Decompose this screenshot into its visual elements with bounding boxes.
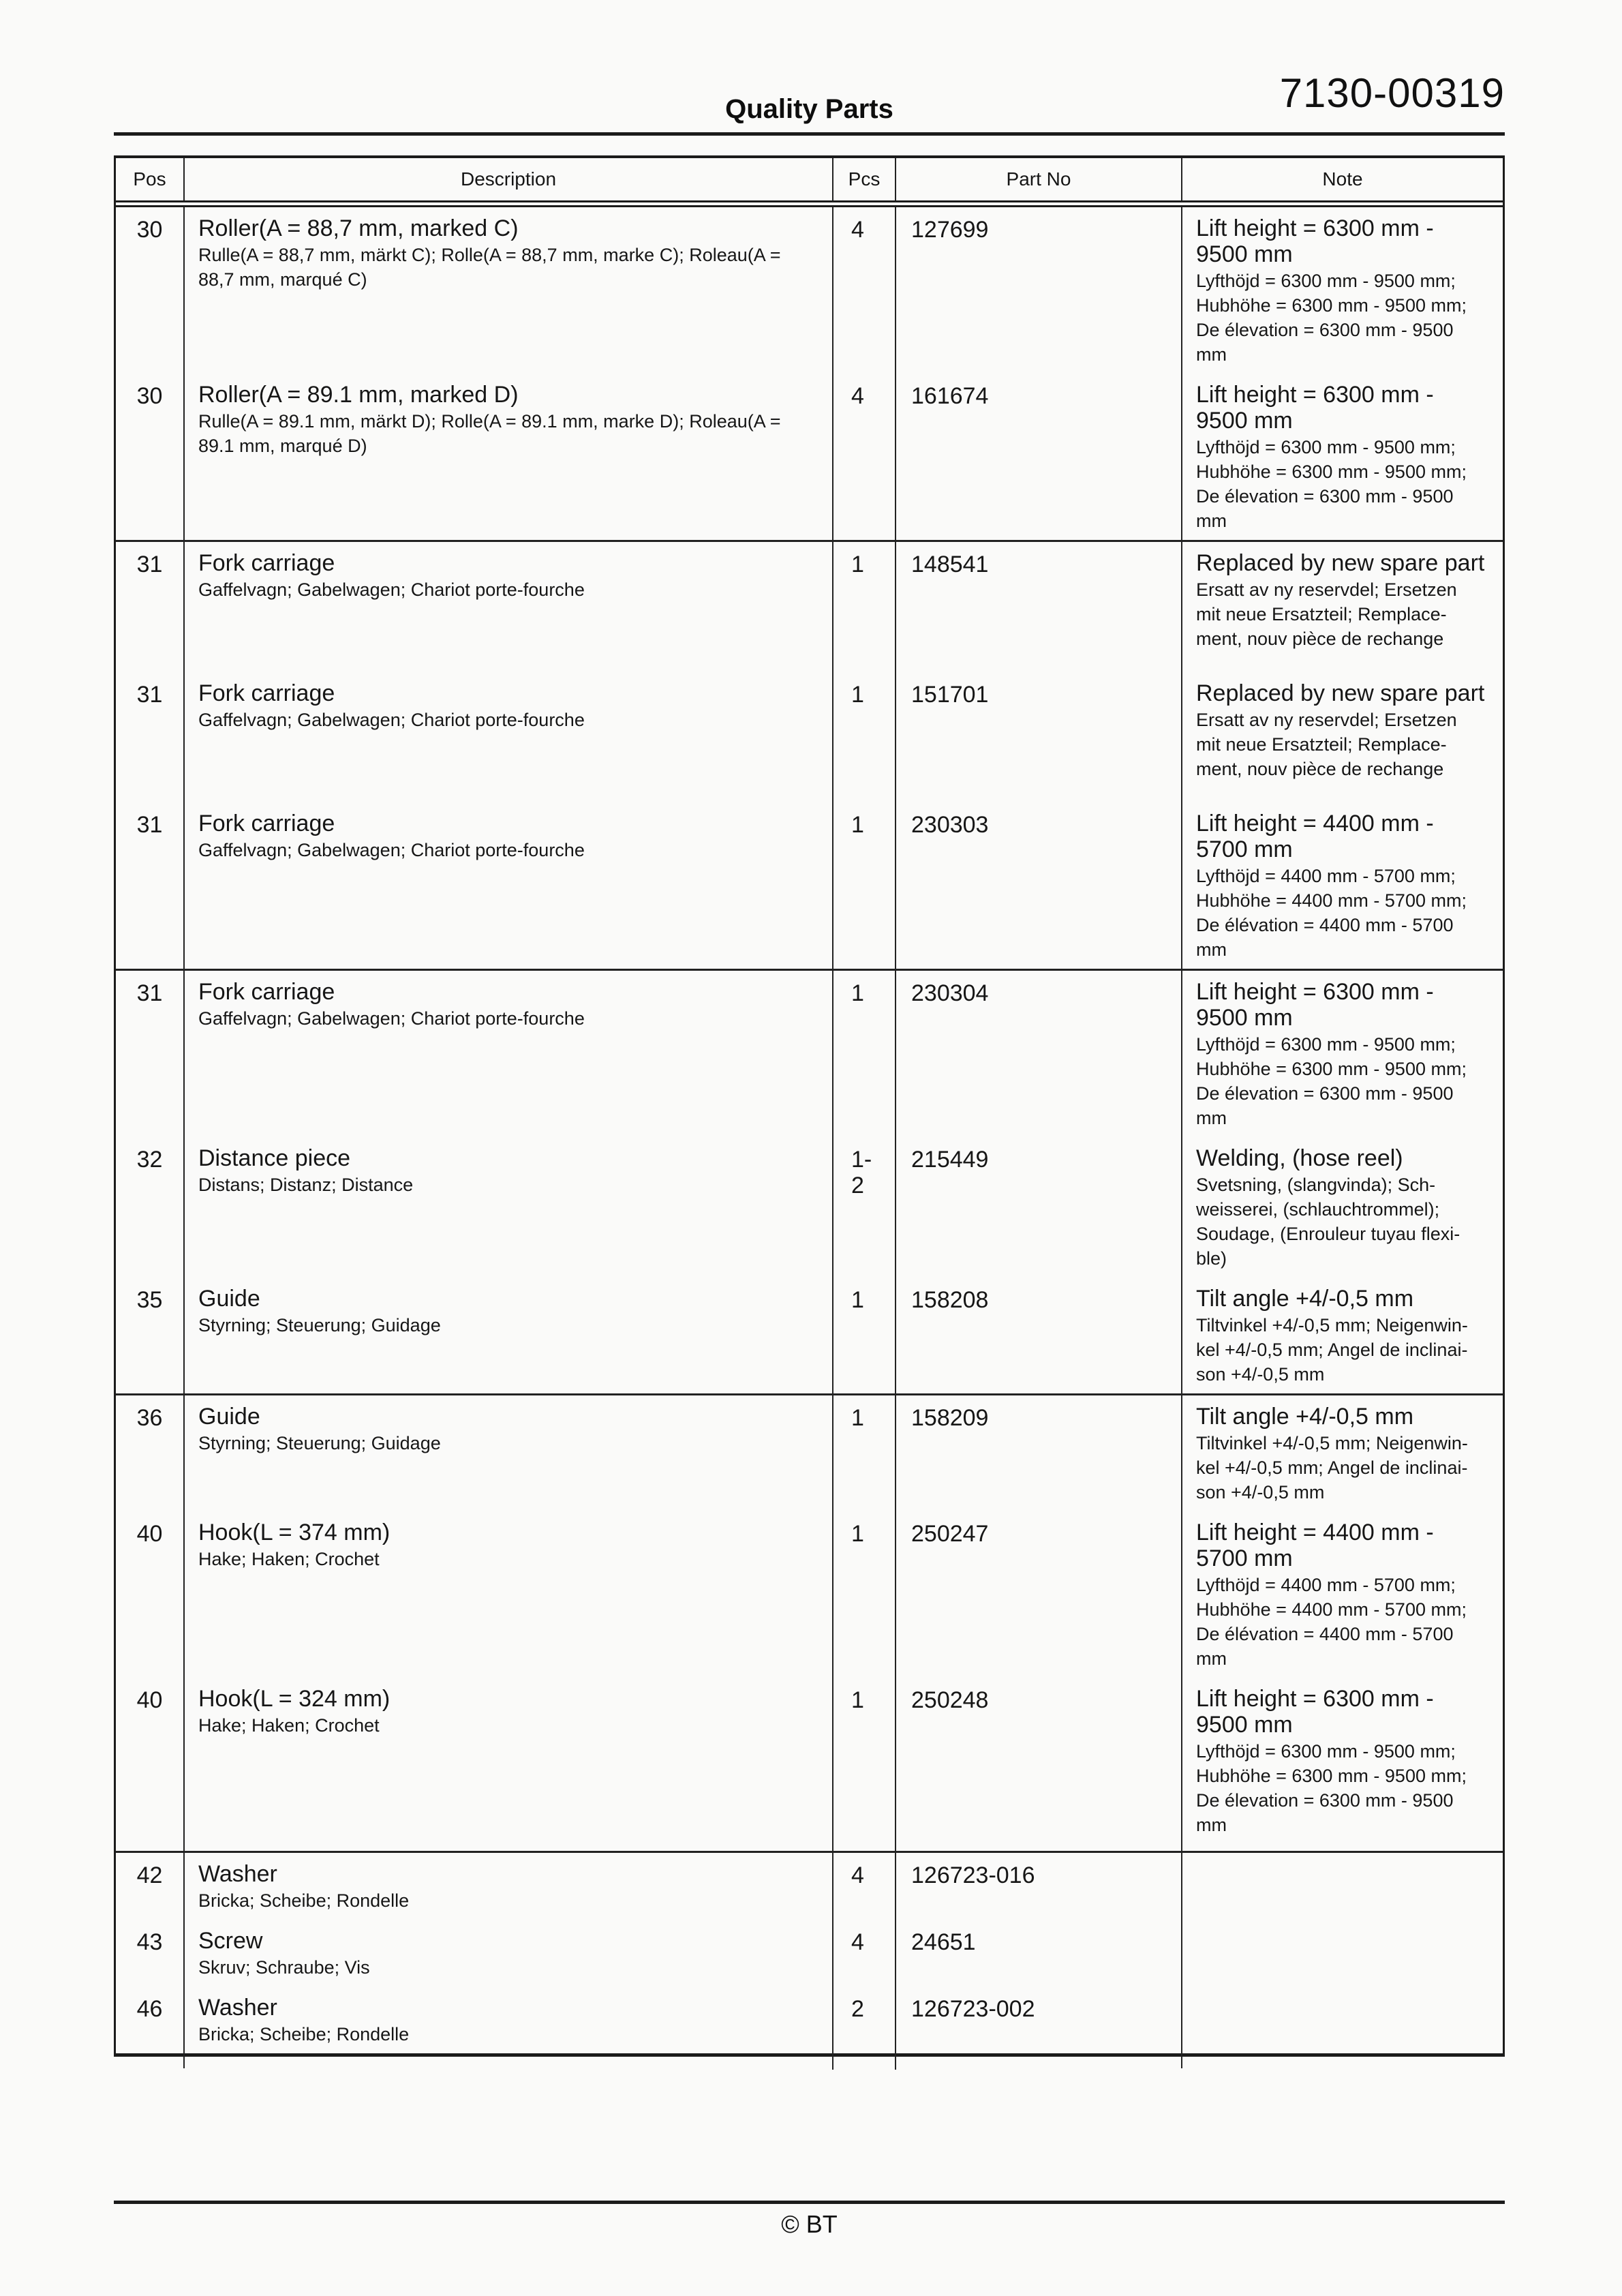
- pos-cell: 31: [136, 980, 163, 1006]
- pcs-cell: 1: [832, 802, 895, 985]
- pcs-cell: 2: [832, 1987, 895, 2070]
- description-cell: [183, 1678, 832, 1866]
- pcs-cell: 4: [832, 374, 895, 556]
- note-cell: [1181, 1678, 1503, 1866]
- table-row: [116, 672, 1503, 802]
- part-number-cell: 230303: [895, 802, 1181, 985]
- note-translations: Tiltvinkel +4/-0,5 mm; Neigenwin-kel +4/-0,5 mm; Angel de inclinai-son +4/-0,5 mm: [1196, 1315, 1468, 1385]
- description-title: Hook(L = 374 mm): [198, 1520, 391, 1545]
- description-title: Fork carriage: [198, 550, 335, 576]
- row-group: [116, 1851, 1503, 2053]
- description-cell: [183, 1987, 832, 2068]
- pcs-cell: 1: [832, 1278, 895, 1410]
- table-row: [116, 802, 1503, 969]
- pos-cell: 46: [136, 1996, 163, 2022]
- pcs-cell: 1: [832, 1678, 895, 1867]
- description-cell: [183, 1511, 832, 1693]
- row-group: [116, 207, 1503, 540]
- note-translations: Lyfthöjd = 6300 mm - 9500 mm; Hubhöhe = 6300 mm - 9500 mm; De élevation = 6300 mm - 9500 mm: [1196, 1034, 1467, 1128]
- note-title: Replaced by new spare part: [1196, 550, 1485, 576]
- note-translations: Ersatt av ny reservdel; Ersetzen mit neue Ersatzteil; Remplace-ment, nouv pièce de rechange: [1196, 579, 1457, 649]
- table-row: [116, 1987, 1503, 2053]
- note-translations: Tiltvinkel +4/-0,5 mm; Neigenwin-kel +4/-0,5 mm; Angel de inclinai-son +4/-0,5 mm: [1196, 1433, 1468, 1502]
- note-cell: [1181, 1278, 1503, 1408]
- note-translations: Ersatt av ny reservdel; Ersetzen mit neue Ersatzteil; Remplace-ment, nouv pièce de rechange: [1196, 710, 1457, 779]
- footer-rule: [114, 2201, 1505, 2204]
- note-translations: Lyfthöjd = 6300 mm - 9500 mm; Hubhöhe = 6300 mm - 9500 mm; De élevation = 6300 mm - 9500 mm: [1196, 437, 1467, 531]
- part-number-cell: 151701: [895, 672, 1181, 819]
- note-title: Lift height = 6300 mm - 9500 mm: [1196, 1686, 1434, 1738]
- note-cell: [1181, 542, 1503, 687]
- description-translations: Bricka; Scheibe; Rondelle: [198, 1890, 410, 1911]
- pos-cell: 30: [136, 217, 163, 243]
- description-cell: [183, 971, 832, 1152]
- description-title: Distance piece: [198, 1145, 351, 1171]
- table-row: [116, 1511, 1503, 1678]
- note-translations: Svetsning, (slangvinda); Sch-weisserei, (schlauchtrommel); Soudage, (Enrouleur tuyau flexi-ble): [1196, 1175, 1460, 1269]
- description-translations: Rulle(A = 89.1 mm, märkt D); Rolle(A = 89.1 mm, marke D); Roleau(A = 89.1 mm, marqué D): [198, 411, 781, 456]
- note-translations: Lyfthöjd = 6300 mm - 9500 mm; Hubhöhe = 6300 mm - 9500 mm; De élevation = 6300 mm - 9500 mm: [1196, 271, 1467, 365]
- pos-cell: 30: [136, 383, 163, 409]
- description-cell: [183, 1278, 832, 1408]
- pcs-cell: 1-2: [832, 1137, 895, 1294]
- description-title: Fork carriage: [198, 811, 335, 836]
- note-cell: [1181, 1987, 1503, 2068]
- table-row: [116, 207, 1503, 374]
- description-title: Hook(L = 324 mm): [198, 1686, 391, 1712]
- table-row: [116, 1395, 1503, 1511]
- row-group: [116, 540, 1503, 969]
- part-number-cell: 215449: [895, 1137, 1181, 1294]
- table-row: [116, 1853, 1503, 1920]
- note-cell: [1181, 207, 1503, 389]
- description-translations: Skruv; Schraube; Vis: [198, 1957, 370, 1978]
- part-number-cell: 161674: [895, 374, 1181, 556]
- pcs-cell: 4: [832, 207, 895, 390]
- pos-cell: 43: [136, 1929, 163, 1955]
- description-title: Roller(A = 89.1 mm, marked D): [198, 382, 519, 408]
- note-cell: [1181, 1511, 1503, 1693]
- copyright-text: © BT: [781, 2210, 838, 2238]
- parts-table: [114, 155, 1505, 2057]
- description-translations: Bricka; Scheibe; Rondelle: [198, 2024, 410, 2044]
- pcs-cell: 4: [832, 1920, 895, 2003]
- note-translations: Lyfthöjd = 6300 mm - 9500 mm; Hubhöhe = 6300 mm - 9500 mm; De élevation = 6300 mm - 9500 mm: [1196, 1741, 1467, 1835]
- note-title: Lift height = 4400 mm - 5700 mm: [1196, 1520, 1434, 1571]
- pos-cell: 31: [136, 552, 163, 577]
- pcs-cell: 1: [832, 971, 895, 1153]
- description-translations: Rulle(A = 88,7 mm, märkt C); Rolle(A = 88,7 mm, marke C); Roleau(A = 88,7 mm, marqué C): [198, 245, 781, 290]
- description-title: Roller(A = 88,7 mm, marked C): [198, 215, 519, 241]
- table-row: [116, 374, 1503, 540]
- description-translations: Distans; Distanz; Distance: [198, 1175, 414, 1195]
- pos-cell: 32: [136, 1147, 163, 1173]
- part-number-cell: 126723-002: [895, 1987, 1181, 2070]
- description-title: Washer: [198, 1861, 277, 1887]
- column-header-description: Description: [183, 158, 832, 200]
- description-cell: [183, 207, 832, 389]
- masthead-rule: [114, 132, 1505, 136]
- description-title: Screw: [198, 1928, 263, 1954]
- note-title: Lift height = 6300 mm - 9500 mm: [1196, 215, 1434, 267]
- note-cell: [1181, 672, 1503, 817]
- note-cell: [1181, 1137, 1503, 1293]
- description-translations: Gaffelvagn; Gabelwagen; Chariot porte-fourche: [198, 840, 585, 860]
- description-translations: Gaffelvagn; Gabelwagen; Chariot porte-fourche: [198, 710, 585, 730]
- description-title: Fork carriage: [198, 979, 335, 1005]
- pos-cell: 31: [136, 682, 163, 708]
- table-row: [116, 1137, 1503, 1278]
- pcs-cell: 1: [832, 1511, 895, 1694]
- note-title: Lift height = 4400 mm - 5700 mm: [1196, 811, 1434, 862]
- description-cell: [183, 1137, 832, 1293]
- description-translations: Styrning; Steuerung; Guidage: [198, 1315, 441, 1335]
- row-group: [116, 969, 1503, 1393]
- part-number-cell: 158209: [895, 1395, 1181, 1528]
- description-translations: Hake; Haken; Crochet: [198, 1549, 380, 1569]
- pcs-cell: 4: [832, 1853, 895, 1936]
- description-cell: [183, 1395, 832, 1526]
- part-number-cell: 250248: [895, 1678, 1181, 1867]
- note-title: Tilt angle +4/-0,5 mm: [1196, 1286, 1414, 1312]
- description-translations: Styrning; Steuerung; Guidage: [198, 1433, 441, 1453]
- table-header-row: [116, 158, 1503, 207]
- note-title: Lift height = 6300 mm - 9500 mm: [1196, 979, 1434, 1031]
- part-number-cell: 127699: [895, 207, 1181, 390]
- pos-cell: 36: [136, 1405, 163, 1431]
- column-header-pos: Pos: [133, 168, 166, 190]
- pos-cell: 40: [136, 1687, 163, 1713]
- description-cell: [183, 374, 832, 555]
- description-translations: Hake; Haken; Crochet: [198, 1715, 380, 1736]
- table-row: [116, 542, 1503, 672]
- table-row: [116, 1278, 1503, 1393]
- part-number-cell: 148541: [895, 542, 1181, 689]
- note-cell: [1181, 374, 1503, 555]
- description-cell: [183, 542, 832, 687]
- part-number-cell: 230304: [895, 971, 1181, 1153]
- column-header-note: Note: [1181, 158, 1503, 200]
- note-cell: [1181, 802, 1503, 984]
- pos-cell: 35: [136, 1287, 163, 1313]
- part-number-cell: 250247: [895, 1511, 1181, 1694]
- description-title: Washer: [198, 1995, 277, 2021]
- description-title: Guide: [198, 1286, 260, 1312]
- description-translations: Gaffelvagn; Gabelwagen; Chariot porte-fourche: [198, 579, 585, 600]
- page-title: Quality Parts: [725, 94, 893, 124]
- pcs-cell: 1: [832, 672, 895, 819]
- note-title: Lift height = 6300 mm - 9500 mm: [1196, 382, 1434, 434]
- pos-cell: 42: [136, 1862, 163, 1888]
- part-number-cell: 24651: [895, 1920, 1181, 2003]
- note-title: Replaced by new spare part: [1196, 680, 1485, 706]
- note-title: Tilt angle +4/-0,5 mm: [1196, 1404, 1414, 1430]
- part-number-cell: 126723-016: [895, 1853, 1181, 1936]
- description-title: Guide: [198, 1404, 260, 1430]
- description-cell: [183, 802, 832, 984]
- description-translations: Gaffelvagn; Gabelwagen; Chariot porte-fourche: [198, 1008, 585, 1029]
- pos-cell: 31: [136, 812, 163, 838]
- part-number-cell: 158208: [895, 1278, 1181, 1410]
- pos-cell: 40: [136, 1521, 163, 1547]
- column-header-pcs: Pcs: [832, 158, 895, 200]
- description-cell: [183, 672, 832, 817]
- table-row: [116, 1678, 1503, 1851]
- column-header-partno: Part No: [895, 158, 1181, 200]
- note-translations: Lyfthöjd = 4400 mm - 5700 mm; Hubhöhe = 4400 mm - 5700 mm; De élévation = 4400 mm - 5700 mm: [1196, 1575, 1467, 1669]
- note-cell: [1181, 971, 1503, 1152]
- pcs-cell: 1: [832, 542, 895, 689]
- description-title: Fork carriage: [198, 680, 335, 706]
- note-cell: [1181, 1395, 1503, 1526]
- pcs-cell: 1: [832, 1395, 895, 1528]
- row-group: [116, 1393, 1503, 1851]
- doc-number: 7130-00319: [1279, 70, 1505, 116]
- note-translations: Lyfthöjd = 4400 mm - 5700 mm; Hubhöhe = 4400 mm - 5700 mm; De élévation = 4400 mm - 5700 mm: [1196, 866, 1467, 960]
- table-row: [116, 971, 1503, 1137]
- note-title: Welding, (hose reel): [1196, 1145, 1403, 1171]
- table-row: [116, 1920, 1503, 1987]
